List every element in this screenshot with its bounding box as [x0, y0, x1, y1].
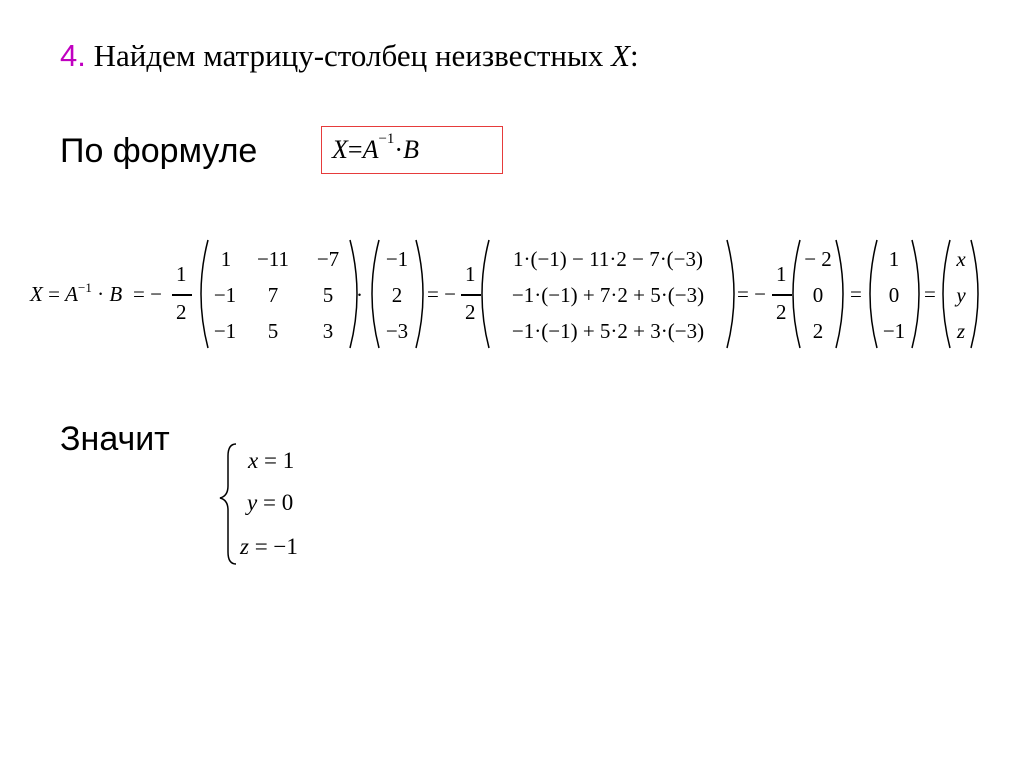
heading-text: Найдем матрицу-столбец неизвестных: [85, 38, 612, 73]
system-var: z: [240, 534, 249, 559]
system-var: x: [248, 448, 259, 473]
matrix-a-cell: −7: [316, 247, 340, 271]
lhs-x: X: [30, 282, 43, 306]
xyz-left-paren: [943, 240, 950, 348]
system-value: = 1: [258, 448, 295, 473]
frac1-num: 1: [176, 262, 187, 286]
eq-4: =: [850, 282, 862, 306]
frac2-bar: [461, 294, 481, 296]
system-var: y: [247, 490, 258, 515]
matrix-a-cell: 5: [267, 319, 279, 343]
product-row: −1·(−1) + 7·2 + 5·(−3): [511, 283, 705, 307]
formula-sup: −1: [378, 130, 395, 147]
result2-cell: 0: [888, 283, 900, 307]
result1-cell: 0: [812, 283, 824, 307]
formula-a: A: [362, 135, 379, 164]
matrix-a-cell: 7: [267, 283, 279, 307]
result1-cell: − 2: [804, 247, 832, 271]
products-right-paren: [727, 240, 734, 348]
result2-cell: 1: [888, 247, 900, 271]
conclusion-label: Значит: [60, 420, 170, 458]
heading-var: X: [611, 38, 631, 73]
system-value: = 0: [257, 490, 294, 515]
matrix-a-cell: −1: [213, 283, 237, 307]
products-left-paren: [482, 240, 489, 348]
xyz-cell: y: [956, 283, 966, 307]
system-brace: [220, 444, 236, 564]
formula-b: B: [403, 135, 419, 164]
product-row: 1·(−1) − 11·2 − 7·(−3): [512, 247, 704, 271]
system-line-z: [240, 534, 298, 560]
eq-minus-2: = −: [427, 282, 456, 306]
xyz-cell: z: [956, 319, 966, 343]
vector-b-cell: 2: [391, 283, 403, 307]
eq-minus-3: = −: [737, 282, 766, 306]
frac3-den: 2: [776, 300, 787, 324]
heading-colon: :: [630, 38, 639, 73]
frac2-num: 1: [465, 262, 476, 286]
eq-minus-1: = −: [133, 282, 162, 306]
xyz-right-paren: [971, 240, 978, 348]
frac3-num: 1: [776, 262, 787, 286]
matrix-a-cell: 5: [322, 283, 334, 307]
product-row: −1·(−1) + 5·2 + 3·(−3): [511, 319, 705, 343]
vector-b-cell: −3: [385, 319, 409, 343]
system-line-x: [248, 448, 294, 474]
system-value: = −1: [248, 534, 298, 559]
frac2-den: 2: [465, 300, 476, 324]
result2-cell: −1: [882, 319, 906, 343]
lhs-sup: −1: [78, 280, 92, 295]
eq-5: =: [924, 282, 936, 306]
matrix-a-cell: −11: [256, 247, 290, 271]
lhs-dot: ·: [97, 282, 105, 306]
system-line-y: [247, 490, 293, 516]
formula-eq: =: [347, 135, 363, 164]
formula-x: X: [332, 135, 348, 164]
formula-dot: ·: [394, 135, 404, 164]
lhs-a: A: [65, 282, 78, 306]
result1-cell: 2: [812, 319, 824, 343]
frac3-bar: [772, 294, 792, 296]
vector-b-cell: −1: [385, 247, 409, 271]
lhs-b: B: [109, 282, 123, 306]
xyz-cell: x: [956, 247, 966, 271]
matrix-a-cell: 1: [220, 247, 232, 271]
mul-dot: ·: [356, 283, 363, 307]
heading-number: 4.: [60, 38, 86, 73]
formula-label: По формуле: [60, 132, 258, 170]
matrix-a-cell: 3: [322, 319, 334, 343]
frac1-den: 2: [176, 300, 187, 324]
matrix-a-cell: −1: [213, 319, 237, 343]
lhs-eq: =: [48, 282, 60, 306]
